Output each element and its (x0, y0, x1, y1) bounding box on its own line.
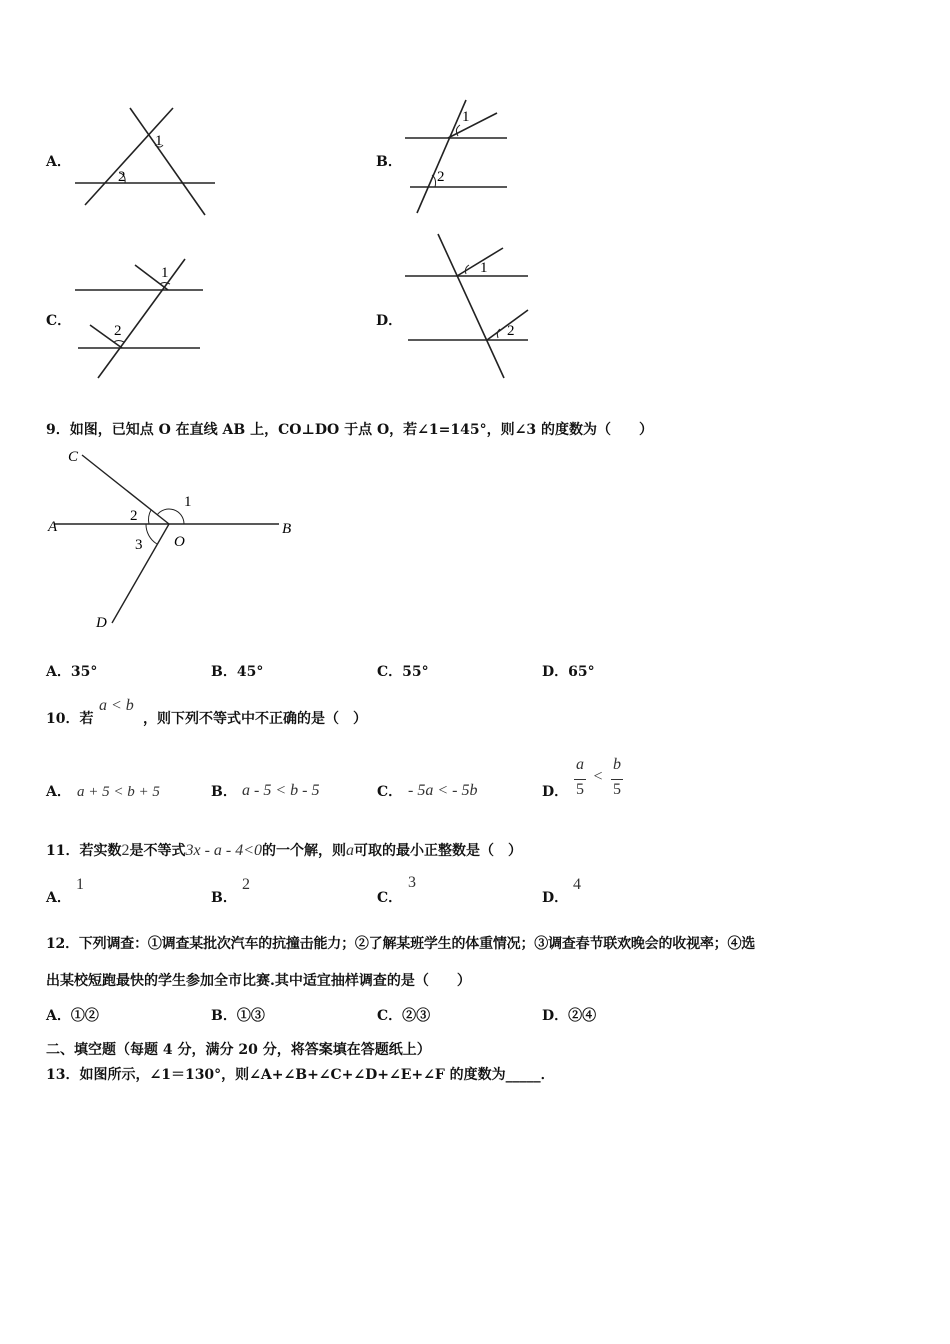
q9-figure (44, 445, 304, 635)
q10-d-num1: a (576, 756, 584, 773)
q10-d-den2: 5 (613, 781, 621, 798)
q13-question: 13．如图所示，∠1＝130°，则∠A+∠B+∠C+∠D+∠E+∠F 的度数为_____． (46, 1067, 555, 1083)
q8-figure-b (400, 95, 515, 220)
q12-line-1: 12．下列调查：①调查某批次汽车的抗撞击能力；②了解某班学生的体重情况；③调查春节联欢晚会的收视率；④选 (46, 936, 756, 952)
q8-c-angle-2: 2 (114, 323, 122, 339)
q8-option-a-label: A． (46, 154, 71, 170)
q11-option-a-label: A． (46, 890, 71, 906)
q9-point-a: A (48, 519, 58, 535)
q10-d-fraction-bar-1 (574, 779, 586, 780)
q11-option-d-label: D． (542, 890, 569, 906)
q8-a-angle-1: 1 (155, 133, 163, 149)
q10-d-op: < (593, 768, 603, 785)
q9-option-b: B．45° (211, 664, 264, 680)
q12-option-c: C．②③ (377, 1008, 431, 1024)
q10-option-b-label: B． (211, 784, 237, 800)
q9-point-d: D (96, 615, 107, 631)
q8-d-angle-2: 2 (507, 323, 515, 339)
q9-point-c: C (68, 449, 79, 465)
q10-option-d-label: D． (542, 784, 569, 800)
q12-option-a: A．①② (46, 1008, 99, 1024)
q11-option-c-value: 3 (408, 874, 416, 891)
q11-text-4: 可取的最小正整数是（ ） (354, 843, 523, 859)
q11-number: 2 (121, 842, 130, 859)
q9-option-a: A．35° (46, 664, 98, 680)
q10-option-a-expr: a + 5 < b + 5 (77, 784, 160, 800)
section-2-heading: 二、填空题（每题 4 分，满分 20 分，将答案填在答题纸上） (46, 1042, 431, 1058)
q11-option-d-value: 4 (573, 876, 581, 893)
q10-prefix: 10．若 (46, 711, 94, 727)
q8-option-c-label: C． (46, 313, 72, 329)
q8-a-angle-2: 2 (118, 169, 126, 185)
q11-text-2: 是不等式 (129, 843, 186, 859)
q10-option-a-label: A． (46, 784, 71, 800)
q8-b-angle-1: 1 (462, 109, 470, 125)
q9-angle-2: 2 (130, 508, 138, 524)
q10-d-num2: b (613, 756, 621, 773)
q11-variable: a (346, 842, 355, 859)
q8-c-angle-1: 1 (161, 265, 169, 281)
q9-angle-1: 1 (184, 494, 192, 510)
q10-option-c-expr: - 5a < - 5b (408, 782, 478, 799)
q9-angle-3: 3 (135, 537, 143, 553)
q11-option-c-label: C． (377, 890, 403, 906)
q8-figure-d (400, 230, 535, 380)
q10-suffix: ，则下列不等式中不正确的是（ ） (143, 711, 367, 727)
q10-option-b-expr: a - 5 < b - 5 (242, 782, 320, 799)
q10-condition: a < b (99, 697, 134, 714)
q12-option-b: B．①③ (211, 1008, 265, 1024)
q10-d-fraction-bar-2 (611, 779, 623, 780)
q8-b-angle-2: 2 (437, 169, 445, 185)
q9-question: 9．如图，已知点 O 在直线 AB 上，CO⊥DO 于点 O，若∠1=145°，则∠3 的度数为（ ） (46, 422, 653, 438)
q12-line-2: 出某校短跑最快的学生参加全市比赛.其中适宜抽样调查的是（ ） (46, 973, 471, 989)
q10-option-c-label: C． (377, 784, 403, 800)
q11-option-a-value: 1 (76, 876, 84, 893)
q11-text-3: 的一个解，则 (262, 843, 347, 859)
q9-point-o: O (174, 534, 185, 550)
q8-d-angle-1: 1 (480, 260, 488, 276)
q11-text-1: 11．若实数 (46, 843, 122, 859)
q8-figure-a (70, 105, 220, 220)
q8-figure-c (70, 255, 210, 385)
q8-option-b-label: B． (376, 154, 402, 170)
q9-point-b: B (282, 521, 292, 537)
q11-question (46, 842, 522, 860)
q11-inequality: 3x - a - 4<0 (185, 842, 263, 859)
q9-option-c: C．55° (377, 664, 429, 680)
q11-option-b-value: 2 (242, 876, 250, 893)
q8-option-d-label: D． (376, 313, 403, 329)
q11-option-b-label: B． (211, 890, 237, 906)
q9-option-d: D．65° (542, 664, 595, 680)
q10-d-den1: 5 (576, 781, 584, 798)
q12-option-d: D．②④ (542, 1008, 597, 1024)
